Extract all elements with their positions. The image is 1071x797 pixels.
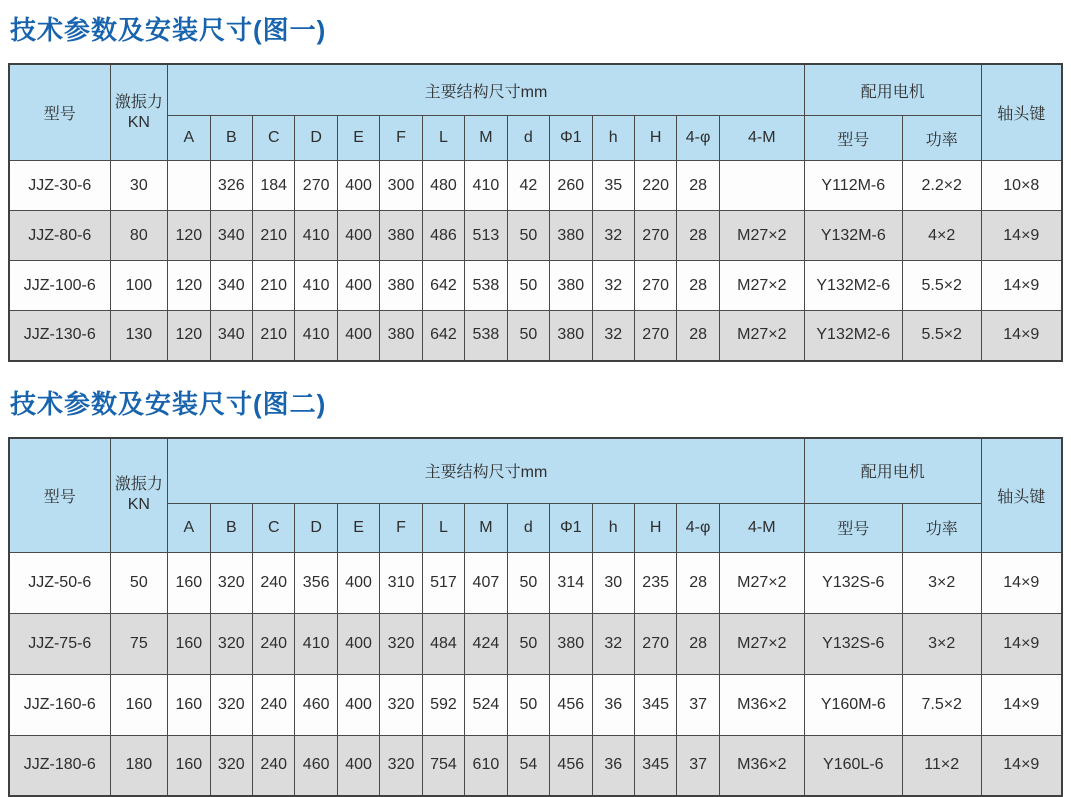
column-header-dim-d-lower: d bbox=[507, 503, 549, 552]
column-header-dim-b: B bbox=[210, 116, 252, 161]
cell: 75 bbox=[110, 613, 168, 674]
cell: 37 bbox=[677, 735, 719, 796]
cell: 260 bbox=[550, 161, 592, 211]
cell: Y132M-6 bbox=[804, 211, 902, 261]
cell: 7.5×2 bbox=[902, 674, 981, 735]
cell: 642 bbox=[422, 261, 464, 311]
cell: 2.2×2 bbox=[902, 161, 981, 211]
cell: 36 bbox=[592, 735, 634, 796]
cell: 310 bbox=[380, 552, 422, 613]
cell: 610 bbox=[465, 735, 507, 796]
cell: 4×2 bbox=[902, 211, 981, 261]
cell: M27×2 bbox=[719, 552, 804, 613]
cell: Y132S-6 bbox=[804, 552, 902, 613]
cell: 130 bbox=[110, 311, 168, 361]
cell: 270 bbox=[295, 161, 337, 211]
column-header-shaft-key: 轴头键 bbox=[981, 64, 1062, 161]
cell: 320 bbox=[380, 674, 422, 735]
excitation-force-label: 激振力 bbox=[115, 94, 163, 111]
cell: 184 bbox=[253, 161, 295, 211]
cell: 517 bbox=[422, 552, 464, 613]
column-header-dim-d-upper: D bbox=[295, 116, 337, 161]
cell: 50 bbox=[507, 552, 549, 613]
cell: 30 bbox=[110, 161, 168, 211]
cell: 50 bbox=[507, 311, 549, 361]
cell: M27×2 bbox=[719, 261, 804, 311]
cell: 484 bbox=[422, 613, 464, 674]
column-header-dim-d-upper: D bbox=[295, 503, 337, 552]
cell: 270 bbox=[634, 613, 676, 674]
cell: 270 bbox=[634, 261, 676, 311]
cell: 32 bbox=[592, 261, 634, 311]
cell bbox=[719, 161, 804, 211]
cell: 14×9 bbox=[981, 552, 1062, 613]
cell: 42 bbox=[507, 161, 549, 211]
cell: 14×9 bbox=[981, 311, 1062, 361]
column-group-matched-motor: 配用电机 bbox=[804, 64, 981, 116]
column-header-dim-phi1: Φ1 bbox=[550, 116, 592, 161]
cell: Y112M-6 bbox=[804, 161, 902, 211]
cell: 28 bbox=[677, 311, 719, 361]
cell: 380 bbox=[550, 311, 592, 361]
cell: 345 bbox=[634, 735, 676, 796]
cell: 456 bbox=[550, 735, 592, 796]
column-header-dim-d-lower: d bbox=[507, 116, 549, 161]
cell: 524 bbox=[465, 674, 507, 735]
column-group-matched-motor: 配用电机 bbox=[804, 438, 981, 504]
cell: JJZ-50-6 bbox=[9, 552, 110, 613]
cell: JJZ-130-6 bbox=[9, 311, 110, 361]
cell: 410 bbox=[295, 261, 337, 311]
cell: 380 bbox=[380, 311, 422, 361]
column-header-dim-e: E bbox=[337, 116, 379, 161]
cell: 356 bbox=[295, 552, 337, 613]
cell: 210 bbox=[253, 261, 295, 311]
cell: 160 bbox=[168, 735, 210, 796]
column-header-dim-phi1: Φ1 bbox=[550, 503, 592, 552]
column-header-excitation-force bbox=[110, 64, 168, 161]
cell: 400 bbox=[337, 552, 379, 613]
cell: 642 bbox=[422, 311, 464, 361]
cell: 460 bbox=[295, 735, 337, 796]
cell: 400 bbox=[337, 211, 379, 261]
cell: 320 bbox=[210, 552, 252, 613]
cell: 220 bbox=[634, 161, 676, 211]
cell: 486 bbox=[422, 211, 464, 261]
cell: 320 bbox=[210, 674, 252, 735]
column-header-shaft-key: 轴头键 bbox=[981, 438, 1062, 553]
table-row bbox=[9, 211, 1062, 261]
cell: 240 bbox=[253, 735, 295, 796]
cell: 407 bbox=[465, 552, 507, 613]
cell bbox=[168, 161, 210, 211]
cell: 160 bbox=[168, 552, 210, 613]
cell: 320 bbox=[210, 735, 252, 796]
column-header-motor-model: 型号 bbox=[804, 116, 902, 161]
cell: 380 bbox=[550, 261, 592, 311]
cell: Y132M2-6 bbox=[804, 261, 902, 311]
cell: JJZ-180-6 bbox=[9, 735, 110, 796]
cell: M27×2 bbox=[719, 311, 804, 361]
cell: Y132M2-6 bbox=[804, 311, 902, 361]
cell: 380 bbox=[550, 211, 592, 261]
column-header-dim-4phi: 4-φ bbox=[677, 116, 719, 161]
cell: 50 bbox=[507, 211, 549, 261]
column-header-dim-b: B bbox=[210, 503, 252, 552]
column-header-motor-model: 型号 bbox=[804, 503, 902, 552]
table-row bbox=[9, 552, 1062, 613]
cell: 400 bbox=[337, 674, 379, 735]
table-row bbox=[9, 311, 1062, 361]
column-header-motor-power: 功率 bbox=[902, 116, 981, 161]
column-header-dim-h-lower: h bbox=[592, 116, 634, 161]
cell: JJZ-80-6 bbox=[9, 211, 110, 261]
cell: 460 bbox=[295, 674, 337, 735]
cell: 210 bbox=[253, 211, 295, 261]
cell: M36×2 bbox=[719, 735, 804, 796]
cell: 513 bbox=[465, 211, 507, 261]
column-header-dim-4m: 4-M bbox=[719, 503, 804, 552]
column-header-dim-c: C bbox=[253, 503, 295, 552]
cell: 400 bbox=[337, 735, 379, 796]
cell: 120 bbox=[168, 211, 210, 261]
cell: 345 bbox=[634, 674, 676, 735]
cell: 14×9 bbox=[981, 613, 1062, 674]
cell: 35 bbox=[592, 161, 634, 211]
cell: 592 bbox=[422, 674, 464, 735]
column-header-motor-power: 功率 bbox=[902, 503, 981, 552]
cell: 410 bbox=[295, 211, 337, 261]
cell: 380 bbox=[380, 211, 422, 261]
table-row bbox=[9, 735, 1062, 796]
column-header-dim-f: F bbox=[380, 116, 422, 161]
cell: 380 bbox=[550, 613, 592, 674]
cell: 50 bbox=[507, 613, 549, 674]
cell: M27×2 bbox=[719, 211, 804, 261]
cell: 538 bbox=[465, 311, 507, 361]
cell: 50 bbox=[110, 552, 168, 613]
column-header-dim-h-upper: H bbox=[634, 116, 676, 161]
cell: 160 bbox=[168, 613, 210, 674]
cell: 340 bbox=[210, 311, 252, 361]
cell: 380 bbox=[380, 261, 422, 311]
cell: 10×8 bbox=[981, 161, 1062, 211]
cell: 32 bbox=[592, 311, 634, 361]
cell: Y132S-6 bbox=[804, 613, 902, 674]
cell: 240 bbox=[253, 613, 295, 674]
cell: 314 bbox=[550, 552, 592, 613]
table-row bbox=[9, 261, 1062, 311]
cell: 456 bbox=[550, 674, 592, 735]
page-title-figure-2: 技术参数及安装尺寸(图二) bbox=[10, 384, 1063, 421]
cell: 240 bbox=[253, 674, 295, 735]
column-header-model: 型号 bbox=[9, 64, 110, 161]
cell: 32 bbox=[592, 613, 634, 674]
cell: JJZ-75-6 bbox=[9, 613, 110, 674]
cell: 14×9 bbox=[981, 211, 1062, 261]
cell: 3×2 bbox=[902, 613, 981, 674]
excitation-force-unit: KN bbox=[128, 114, 150, 131]
cell: 28 bbox=[677, 613, 719, 674]
column-header-dim-m: M bbox=[465, 116, 507, 161]
table-row bbox=[9, 613, 1062, 674]
cell: 120 bbox=[168, 261, 210, 311]
cell: 14×9 bbox=[981, 674, 1062, 735]
cell: 320 bbox=[380, 735, 422, 796]
cell: 400 bbox=[337, 161, 379, 211]
cell: 160 bbox=[168, 674, 210, 735]
column-group-main-dimensions: 主要结构尺寸mm bbox=[168, 438, 805, 504]
cell: 270 bbox=[634, 211, 676, 261]
cell: 240 bbox=[253, 552, 295, 613]
spec-table-figure-2 bbox=[8, 437, 1063, 797]
column-header-dim-h-lower: h bbox=[592, 503, 634, 552]
cell: Y160L-6 bbox=[804, 735, 902, 796]
cell: 410 bbox=[295, 311, 337, 361]
cell: 120 bbox=[168, 311, 210, 361]
cell: 50 bbox=[507, 261, 549, 311]
cell: 3×2 bbox=[902, 552, 981, 613]
column-header-dim-m: M bbox=[465, 503, 507, 552]
column-header-dim-4m: 4-M bbox=[719, 116, 804, 161]
table-body bbox=[9, 552, 1062, 796]
cell: 400 bbox=[337, 613, 379, 674]
cell: 28 bbox=[677, 211, 719, 261]
cell: 160 bbox=[110, 674, 168, 735]
cell: 400 bbox=[337, 261, 379, 311]
cell: 30 bbox=[592, 552, 634, 613]
cell: 538 bbox=[465, 261, 507, 311]
cell: 28 bbox=[677, 161, 719, 211]
cell: 480 bbox=[422, 161, 464, 211]
column-header-dim-e: E bbox=[337, 503, 379, 552]
cell: 235 bbox=[634, 552, 676, 613]
cell: 80 bbox=[110, 211, 168, 261]
cell: 37 bbox=[677, 674, 719, 735]
column-header-dim-a: A bbox=[168, 116, 210, 161]
cell: 5.5×2 bbox=[902, 261, 981, 311]
cell: 32 bbox=[592, 211, 634, 261]
cell: 5.5×2 bbox=[902, 311, 981, 361]
cell: 326 bbox=[210, 161, 252, 211]
cell: 180 bbox=[110, 735, 168, 796]
column-header-dim-l: L bbox=[422, 503, 464, 552]
table-row bbox=[9, 674, 1062, 735]
cell: 320 bbox=[380, 613, 422, 674]
cell: 340 bbox=[210, 211, 252, 261]
column-group-main-dimensions: 主要结构尺寸mm bbox=[168, 64, 805, 116]
cell: 50 bbox=[507, 674, 549, 735]
column-header-dim-a: A bbox=[168, 503, 210, 552]
cell: 320 bbox=[210, 613, 252, 674]
cell: JJZ-100-6 bbox=[9, 261, 110, 311]
column-header-model: 型号 bbox=[9, 438, 110, 553]
cell: 270 bbox=[634, 311, 676, 361]
excitation-force-label: 激振力 bbox=[115, 476, 163, 493]
spec-table-figure-1 bbox=[8, 63, 1063, 362]
cell: 36 bbox=[592, 674, 634, 735]
column-header-dim-h-upper: H bbox=[634, 503, 676, 552]
cell: 410 bbox=[295, 613, 337, 674]
cell: 424 bbox=[465, 613, 507, 674]
cell: 100 bbox=[110, 261, 168, 311]
column-header-dim-l: L bbox=[422, 116, 464, 161]
cell: 54 bbox=[507, 735, 549, 796]
cell: 340 bbox=[210, 261, 252, 311]
column-header-dim-4phi: 4-φ bbox=[677, 503, 719, 552]
cell: 11×2 bbox=[902, 735, 981, 796]
table-row bbox=[9, 161, 1062, 211]
cell: 14×9 bbox=[981, 261, 1062, 311]
cell: 14×9 bbox=[981, 735, 1062, 796]
cell: 28 bbox=[677, 261, 719, 311]
cell: JJZ-160-6 bbox=[9, 674, 110, 735]
excitation-force-unit: KN bbox=[128, 496, 150, 513]
cell: 400 bbox=[337, 311, 379, 361]
cell: JJZ-30-6 bbox=[9, 161, 110, 211]
cell: 410 bbox=[465, 161, 507, 211]
cell: M36×2 bbox=[719, 674, 804, 735]
cell: 300 bbox=[380, 161, 422, 211]
cell: 28 bbox=[677, 552, 719, 613]
column-header-excitation-force bbox=[110, 438, 168, 553]
cell: 210 bbox=[253, 311, 295, 361]
cell: M27×2 bbox=[719, 613, 804, 674]
column-header-dim-c: C bbox=[253, 116, 295, 161]
column-header-dim-f: F bbox=[380, 503, 422, 552]
cell: Y160M-6 bbox=[804, 674, 902, 735]
cell: 754 bbox=[422, 735, 464, 796]
table-body bbox=[9, 161, 1062, 361]
page-title-figure-1: 技术参数及安装尺寸(图一) bbox=[10, 10, 1063, 47]
